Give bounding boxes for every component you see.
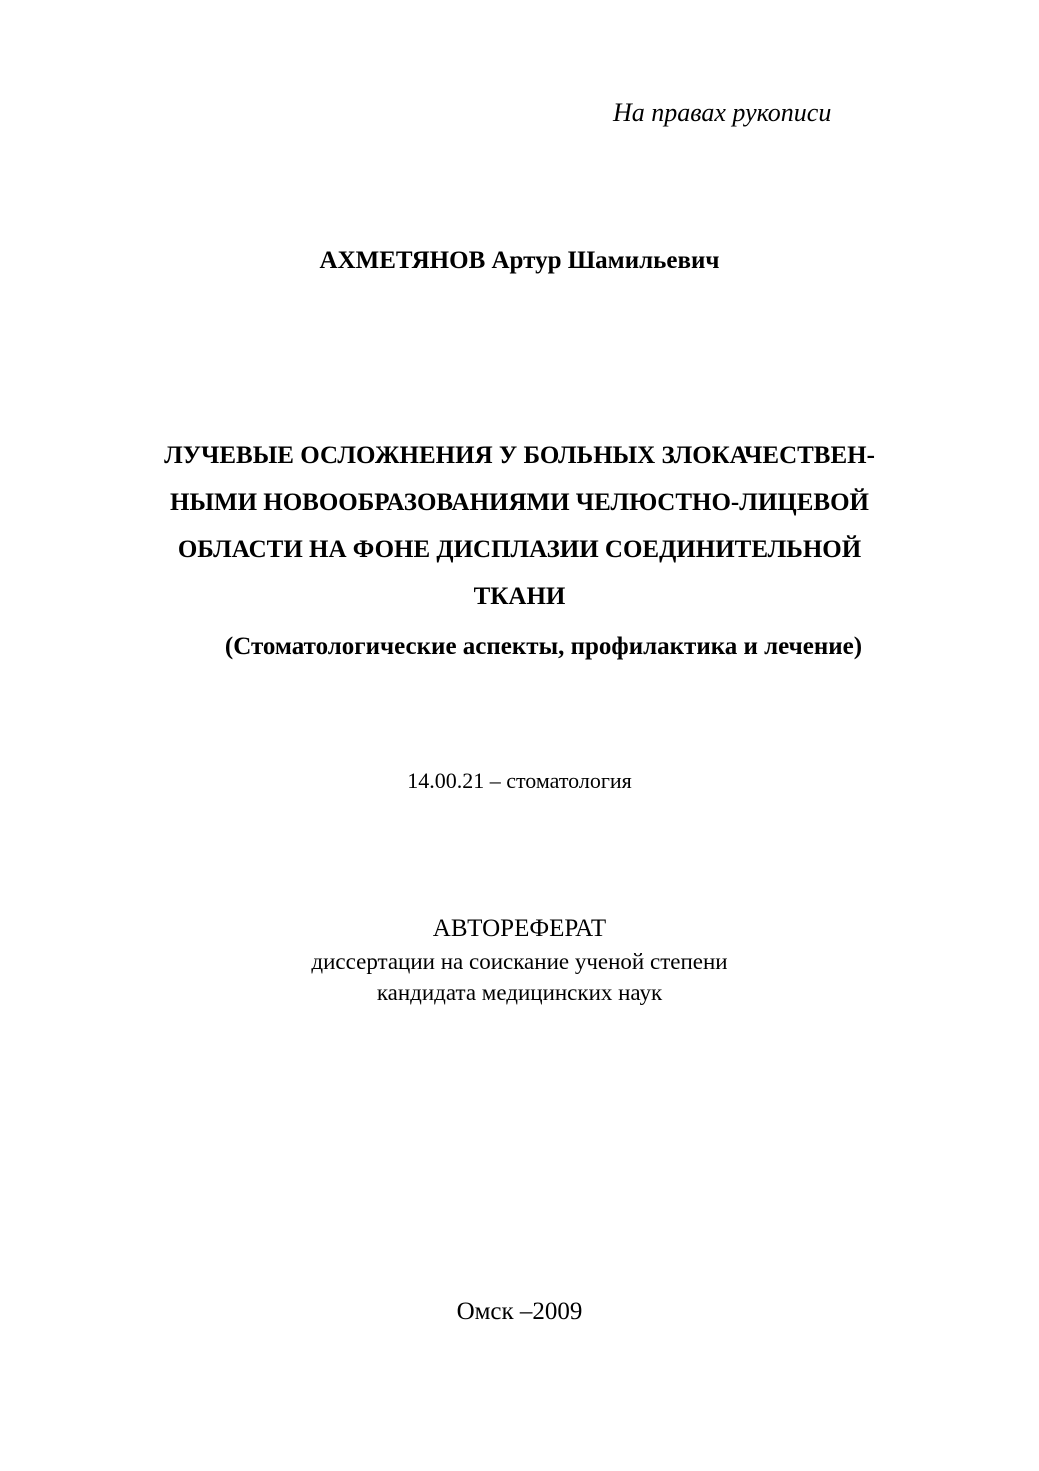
dissertation-subtitle: (Стоматологические аспекты, профилактика и лечение) xyxy=(224,633,863,660)
abstract-heading: АВТОРЕФЕРАТ xyxy=(432,915,607,942)
abstract-block xyxy=(0,912,1039,1008)
specialty-code: 14.00.21 – стоматология xyxy=(407,768,632,793)
title-line: ЛУЧЕВЫЕ ОСЛОЖНЕНИЯ У БОЛЬНЫХ ЗЛОКАЧЕСТВЕН- xyxy=(164,442,875,469)
title-line: НЫМИ НОВООБРАЗОВАНИЯМИ ЧЕЛЮСТНО-ЛИЦЕВОЙ xyxy=(170,489,869,516)
title-line: ОБЛАСТИ НА ФОНЕ ДИСПЛАЗИИ СОЕДИНИТЕЛЬНОЙ xyxy=(177,536,862,563)
title-line: ТКАНИ xyxy=(473,583,566,610)
abstract-degree-field: кандидата медицинских наук xyxy=(376,980,663,1005)
dissertation-title xyxy=(0,432,1039,620)
rights-notice: На правах рукописи xyxy=(613,98,832,127)
place-year: Омск –2009 xyxy=(456,1298,583,1325)
author-name: АХМЕТЯНОВ Артур Шамильевич xyxy=(319,247,720,274)
abstract-degree-line: диссертации на соискание ученой степени xyxy=(311,949,728,974)
